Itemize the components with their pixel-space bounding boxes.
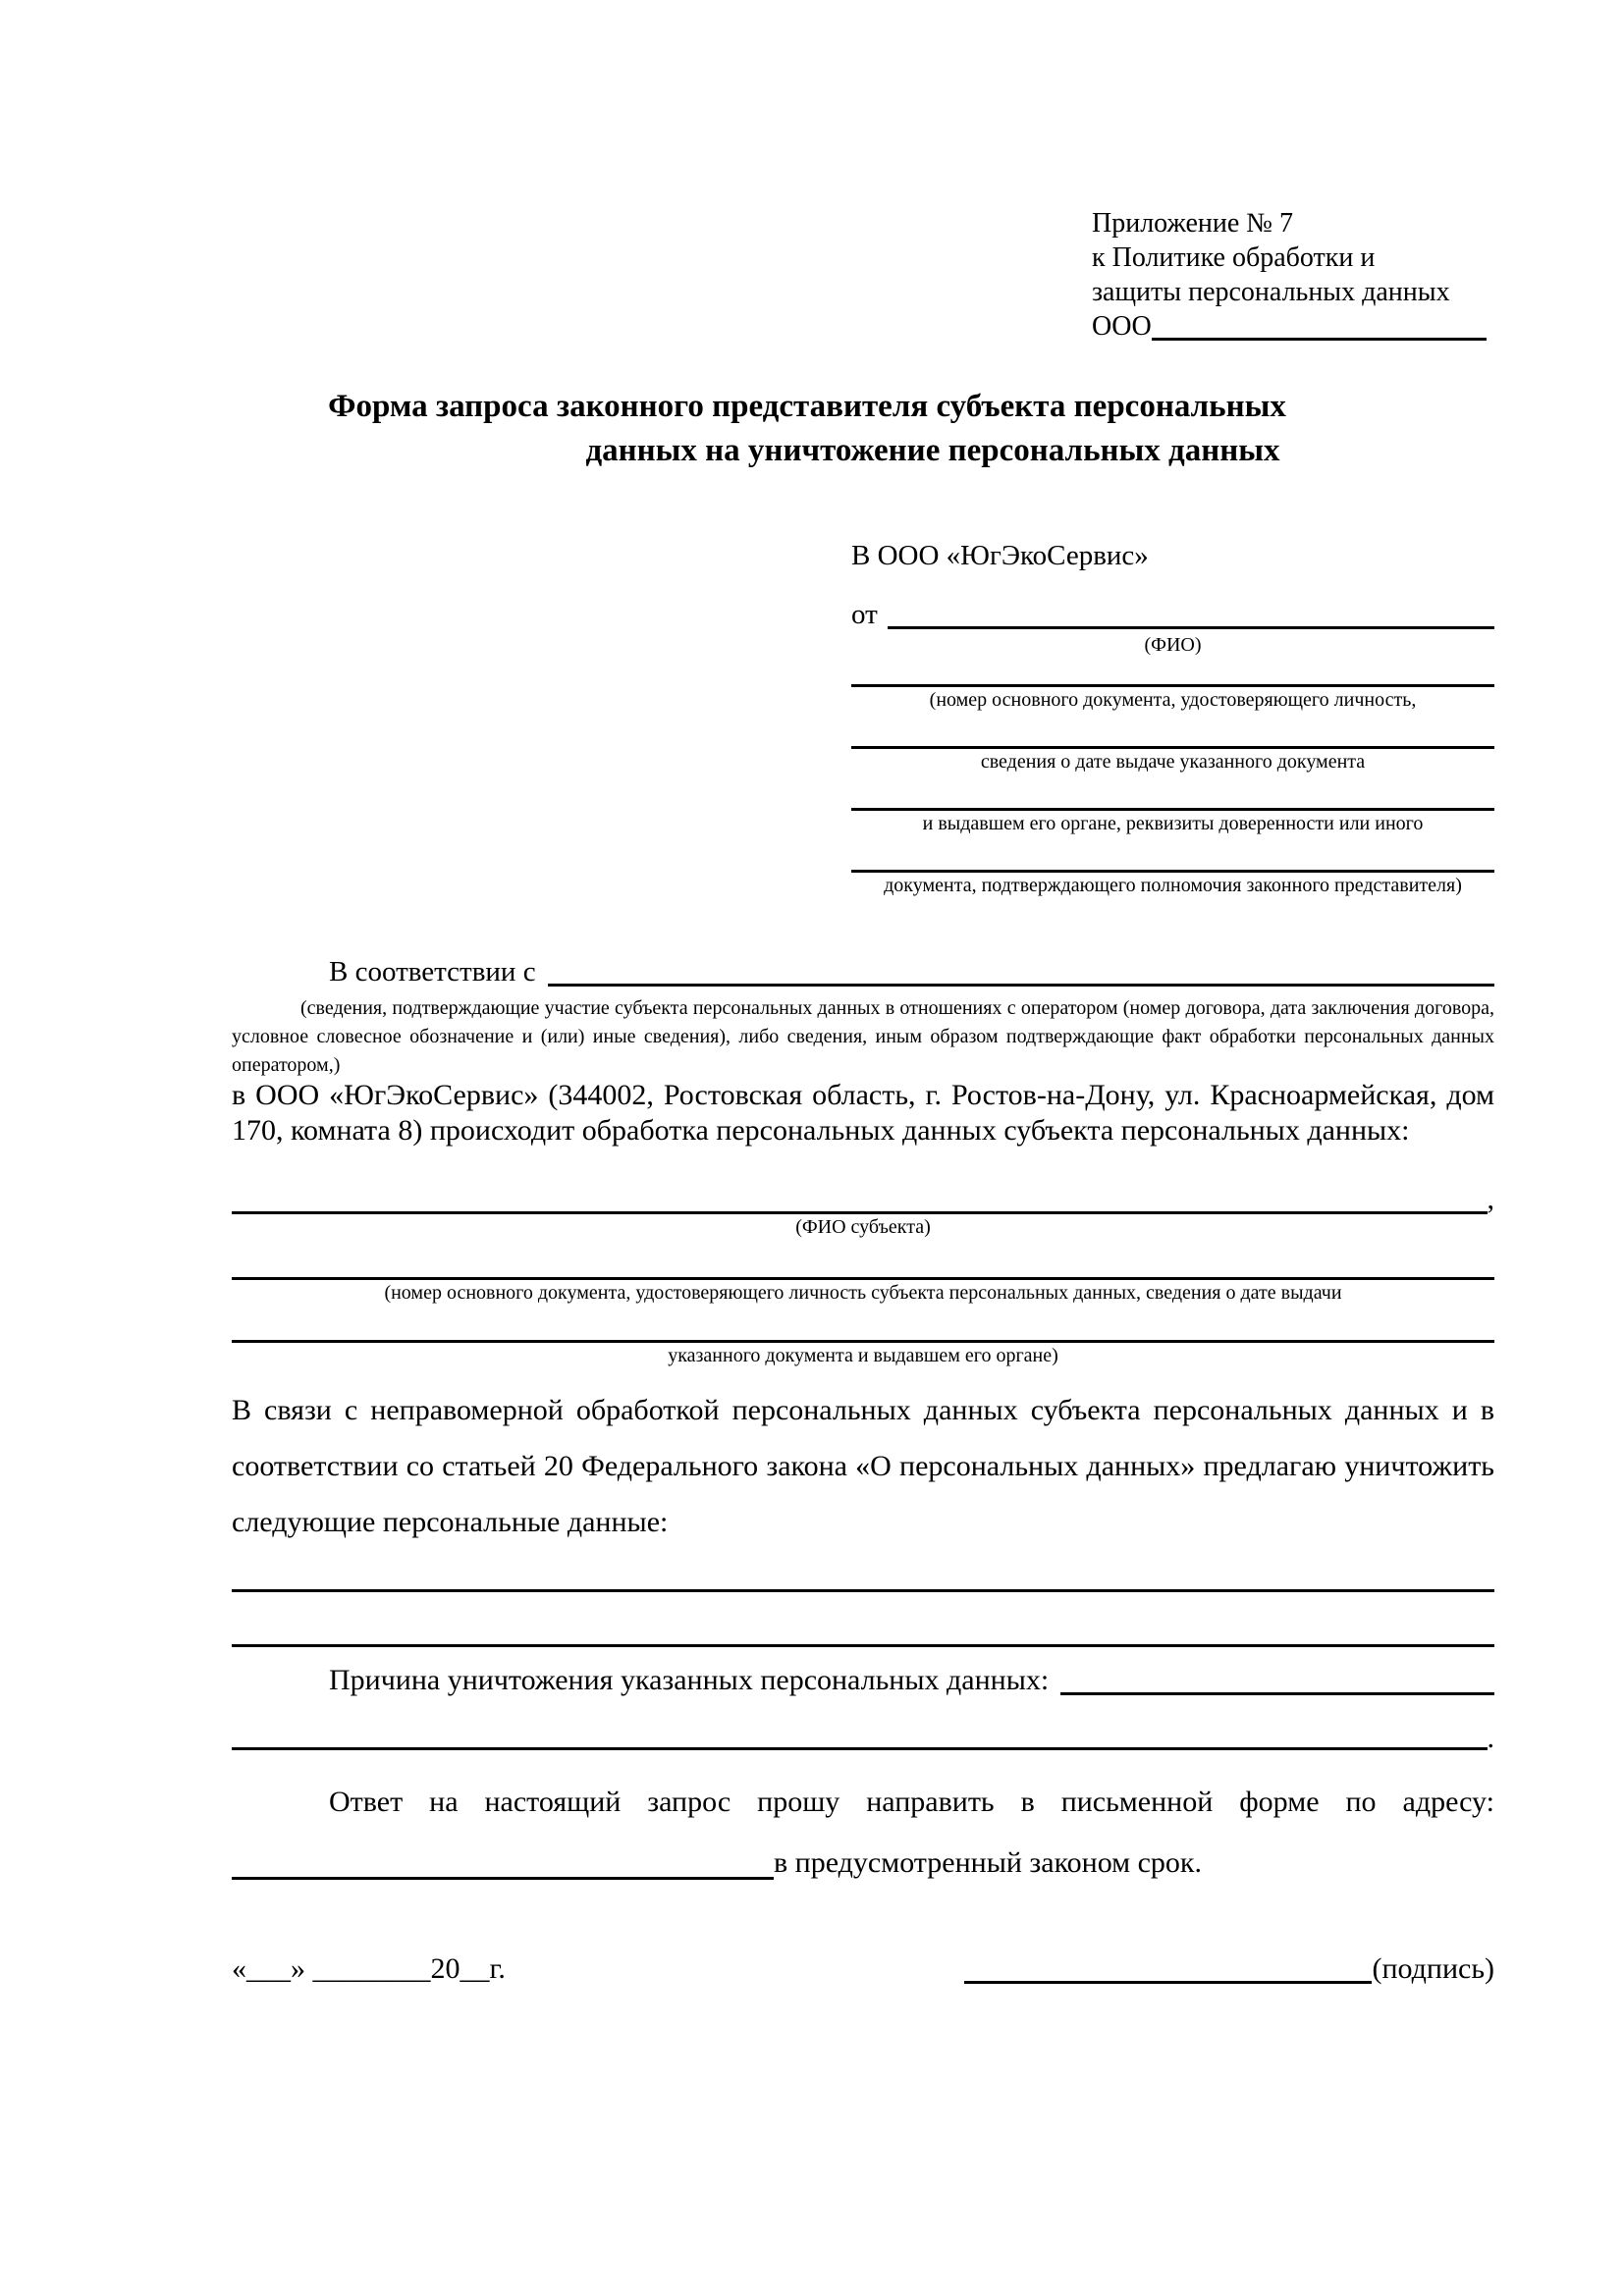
addressee-to: В ООО «ЮгЭкоСервис»: [851, 540, 1149, 571]
from-row: [851, 597, 1494, 632]
reason-period: .: [1487, 1722, 1494, 1754]
annex-line-1: Приложение № 7: [1092, 208, 1293, 239]
accordance-label: В соответствии с: [329, 956, 536, 988]
doc-caption-3: и выдавшем его органе, реквизиты доверенности или иного: [922, 813, 1424, 834]
reply-address-blank[interactable]: [232, 1877, 774, 1880]
personal-data-blank-2[interactable]: [232, 1644, 1494, 1647]
reason-row-2: [232, 1724, 1494, 1753]
reply-paragraph: Ответ на настоящий запрос прошу направить в письменной форме по адресу:: [329, 1786, 1494, 1818]
from-label: от: [851, 599, 878, 630]
destruction-reason-blank-2[interactable]: [232, 1747, 1488, 1750]
signature-caption: (подпись): [1372, 1952, 1494, 1985]
annex-block: [1092, 206, 1487, 344]
accordance-caption: (сведения, подтверждающие участие субъекта персональных данных в отношениях с оператором (номер договора, дата заключения договора, условное словесное обозначение и (или) иные сведения), либо сведения, иным образом подтверждающие факт обработки персональных данных оператором,): [232, 997, 1494, 1076]
representative-fio-blank[interactable]: [888, 626, 1494, 629]
reply-tail: в предусмотренный законом срок.: [774, 1846, 1202, 1879]
addressee-block: [851, 538, 1494, 898]
reply-address-row: [232, 1843, 1494, 1883]
subject-doc-caption-1: (номер основного документа, удостоверяющего личность субъекта персональных данных, сведения о дате выдачи: [384, 1282, 1342, 1304]
footer-row: [232, 1951, 1494, 1987]
signature-group: [964, 1951, 1494, 1987]
signature-blank[interactable]: [964, 1981, 1372, 1984]
annex-line-2: к Политике обработки и: [1092, 242, 1376, 273]
annex-ooo-blank[interactable]: [1152, 338, 1487, 341]
operator-paragraph: в ООО «ЮгЭкоСервис» (344002, Ростовская область, г. Ростов-на-Дону, ул. Красноармейская, дом 170, комната 8) происходит обработка персональных данных субъекта персональных данных:: [232, 1079, 1494, 1147]
request-paragraph: В связи с неправомерной обработкой персональных данных субъекта персональных данных и в соответствии со статьей 20 Федерального закона «О персональных данных» предлагаю уничтожить следующие персональные данные:: [232, 1394, 1494, 1538]
title-line-1: Форма запроса законного представителя субъекта персональных: [328, 389, 1286, 424]
annex-ooo-label: ООО: [1092, 311, 1152, 342]
fio-caption: (ФИО): [1144, 634, 1202, 656]
personal-data-blank-1[interactable]: [232, 1589, 1494, 1592]
representative-doc-blank-1[interactable]: [851, 658, 1494, 687]
subject-fio-comma: ,: [1487, 1183, 1494, 1215]
subject-fio-row: [232, 1184, 1494, 1214]
destruction-reason-blank-1[interactable]: [1060, 1692, 1494, 1695]
doc-caption-2: сведения о дате выдаче указанного документа: [980, 751, 1366, 773]
doc-caption-1: (номер основного документа, удостоверяющего личность,: [929, 689, 1417, 711]
representative-doc-blank-2[interactable]: [851, 713, 1494, 749]
accordance-row: [232, 954, 1494, 989]
subject-fio-caption: (ФИО субъекта): [795, 1216, 931, 1238]
document-title: [232, 385, 1494, 473]
title-line-2: данных на уничтожение персональных данных: [585, 433, 1280, 468]
date-field[interactable]: «___» ________20__г.: [232, 1952, 506, 1985]
subject-doc-caption-2: указанного документа и выдавшем его органе): [668, 1345, 1058, 1366]
annex-line-3: защиты персональных данных: [1092, 277, 1450, 307]
doc-caption-4: документа, подтверждающего полномочия законного представителя): [884, 875, 1462, 896]
representative-doc-blank-3[interactable]: [851, 774, 1494, 811]
reason-label: Причина уничтожения указанных персональных данных:: [329, 1664, 1050, 1696]
accordance-basis-blank[interactable]: [548, 984, 1494, 987]
reason-row: [232, 1663, 1494, 1698]
subject-group: [232, 1184, 1494, 1368]
annex-ooo-row: [1092, 309, 1487, 344]
representative-doc-blank-4[interactable]: [851, 836, 1494, 873]
